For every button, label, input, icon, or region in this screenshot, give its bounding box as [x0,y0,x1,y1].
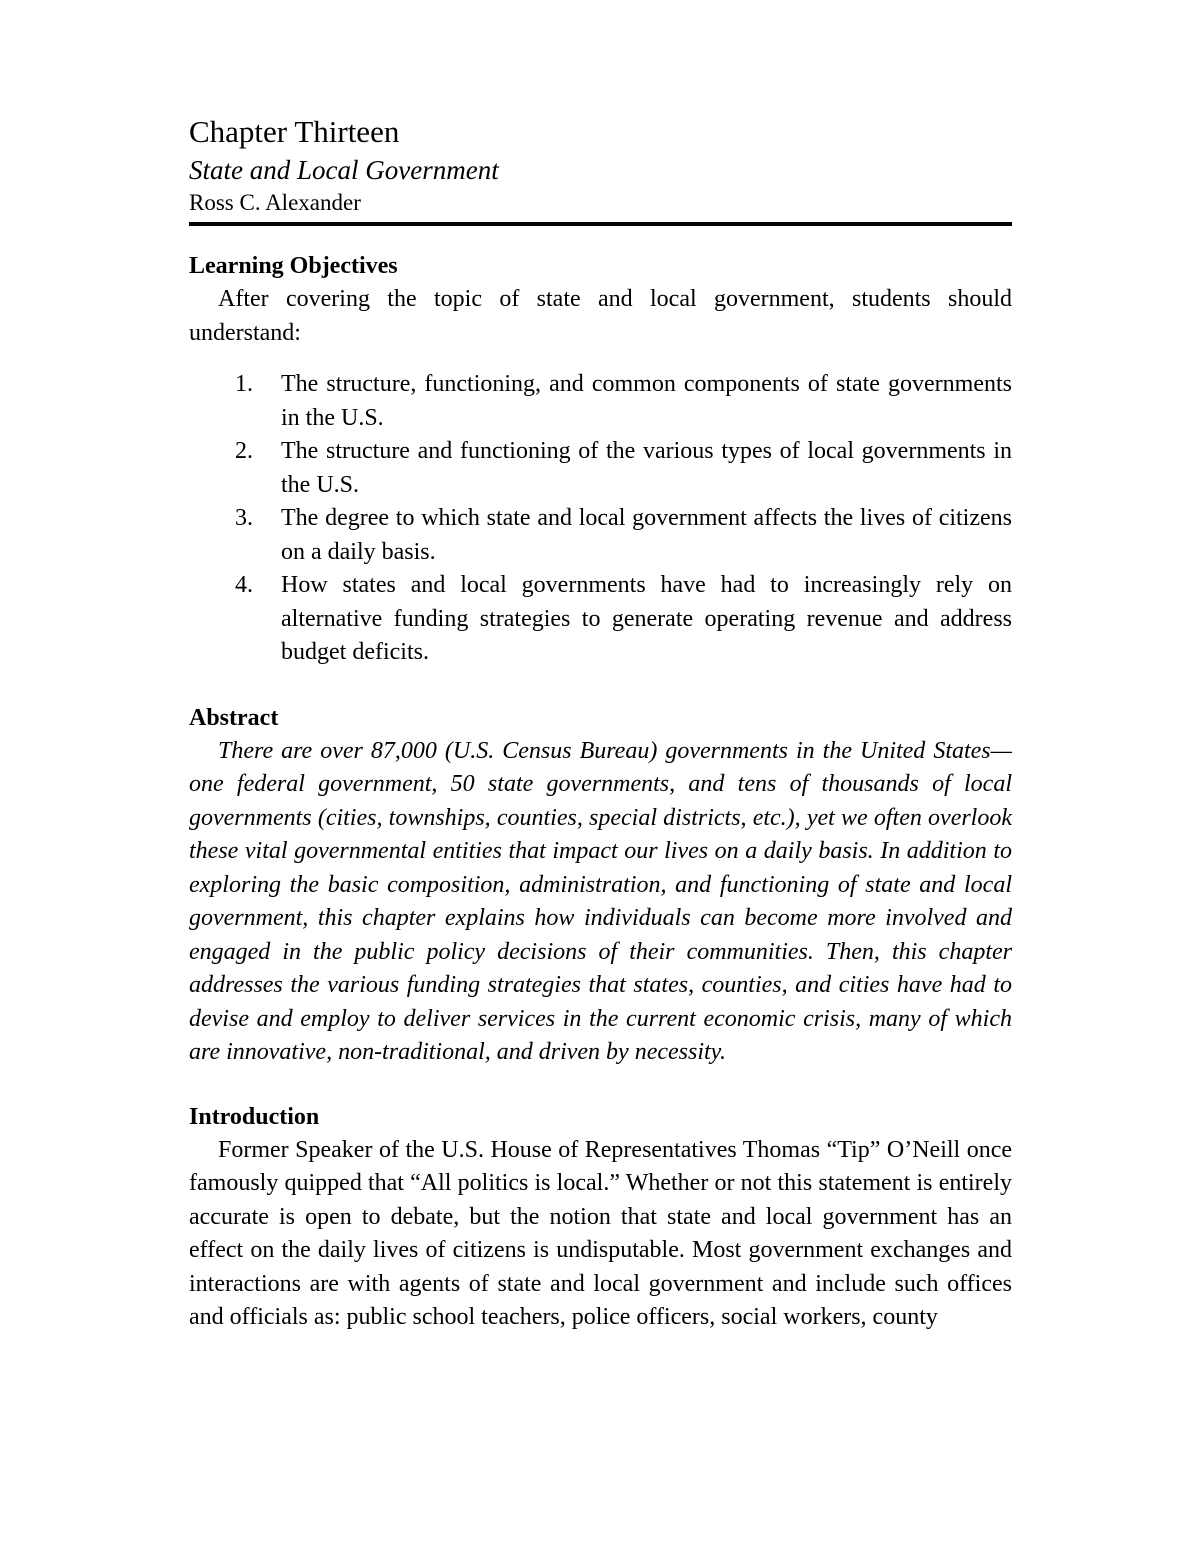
list-item [189,368,1012,435]
introduction-section [189,1101,1012,1335]
header-divider [189,222,1012,226]
list-item-number: 1. [235,371,253,397]
list-item-text: The degree to which state and local government affects the lives of citizens on a daily basis. [281,505,1012,565]
introduction-text: Former Speaker of the U.S. House of Representatives Thomas “Tip” O’Neill once famously quipped that “All politics is local.” Whether or not this statement is entirely accurate is open to debate, but the notion that state and local government has an effect on the daily lives of citizens is undisputable. Most government exchanges and interactions are with agents of state and local government and include such offices and officials as: public school teachers, police officers, social workers, county [189,1136,1012,1330]
chapter-title: State and Local Government [189,155,499,185]
chapter-number: Chapter Thirteen [189,114,400,149]
introduction-heading: Introduction [189,1103,320,1130]
objectives-list [189,368,1012,670]
list-item-number: 3. [235,505,253,531]
document-page [189,112,1012,1335]
list-item [189,569,1012,670]
abstract-heading: Abstract [189,704,279,731]
learning-objectives-intro: After covering the topic of state and local government, students should understand: [189,286,1012,346]
list-item-text: How states and local governments have had to increasingly rely on alternative funding strategies to generate operating revenue and address budget deficits. [281,572,1012,665]
chapter-header [189,112,1012,226]
list-item-text: The structure and functioning of the various types of local governments in the U.S. [281,438,1012,498]
author-name: Ross C. Alexander [189,190,361,215]
learning-objectives-heading: Learning Objectives [189,253,398,279]
abstract-text: There are over 87,000 (U.S. Census Bureau) governments in the United States—one federal government, 50 state governments, and tens of thousands of local governments (cities, townships, counties, special districts, etc.), yet we often overlook these vital governmental entities that impact our lives on a daily basis. In addition to exploring the basic composition, administration, and functioning of state and local government, this chapter explains how individuals can become more involved and engaged in the public policy decisions of their communities. Then, this chapter addresses the various funding strategies that states, counties, and cities have had to devise and employ to deliver services in the current economic crisis, many of which are innovative, non-traditional, and driven by necessity. [189,737,1012,1065]
learning-objectives-section [189,250,1012,670]
list-item-text: The structure, functioning, and common components of state governments in the U.S. [281,371,1012,431]
abstract-section [189,702,1012,1070]
list-item-number: 2. [235,438,253,464]
list-item [189,502,1012,569]
list-item-number: 4. [235,572,253,598]
list-item [189,435,1012,502]
